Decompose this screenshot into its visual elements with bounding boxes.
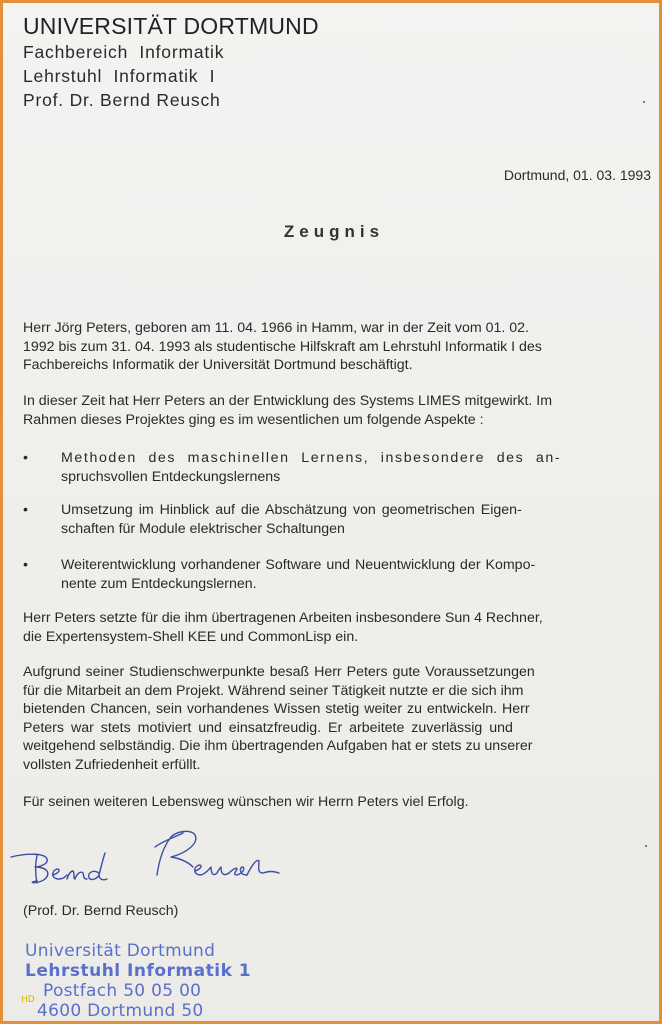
speck-mark [643,101,645,103]
assessment-paragraph [23,663,662,774]
text-line: 1992 bis zum 31. 04. 1993 als studentische Hilfskraft am Lehrstuhl Informatik I des [23,338,542,355]
handwritten-signature [7,823,297,898]
bullet-marker: • [23,450,28,466]
project-paragraph [23,392,662,429]
text-line: Für seinen weiteren Lebensweg wünschen wir Herrn Peters viel Erfolg. [23,794,469,810]
text-line: weitgehend selbständig. Die ihm übertragenden Aufgaben hat er stets zu unserer [23,738,533,754]
text-line: Herr Peters setzte für die ihm übertragenen Arbeiten insbesondere Sun 4 Rechner, [23,610,543,626]
signatory-name: (Prof. Dr. Bernd Reusch) [23,903,179,919]
closing-paragraph [23,793,662,812]
text-line: Weiterentwicklung vorhandener Software und Neuentwicklung der Kompo- [61,557,536,573]
text-line: Aufgrund seiner Studienschwerpunkte besaß Herr Peters gute Voraussetzungen [23,664,535,680]
intro-paragraph [23,319,662,375]
text-line: Fachbereichs Informatik der Universität Dortmund beschäftigt. [23,357,413,373]
text-line: vollsten Zufriedenheit erfüllt. [23,756,201,773]
text-line: Methoden des maschinellen Lernens, insbesondere des an- [61,450,562,466]
text-line: Peters war stets motiviert und einsatzfreudig. Er arbeitete zuverlässig und [23,719,513,736]
institution-stamp [25,941,251,1021]
letter-date: Dortmund, 01. 03. 1993 [503,167,651,183]
stamp-line: 4600 Dortmund 50 [37,1001,204,1021]
text-line: bietenden Chancen, sein vorhandenes Wissen stetig weiter zu entwickeln. Herr [23,701,530,717]
text-line: für die Mitarbeit an dem Projekt. Während seiner Tätigkeit nutzte er die sich ihm [23,682,524,699]
professor-name: Prof. Dr. Bernd Reusch [23,90,221,110]
chair-name: Lehrstuhl Informatik I [23,66,216,86]
text-line: nente zum Entdeckungslernen. [61,575,257,592]
bullet-marker: • [23,557,28,573]
bullet-marker: • [23,502,28,518]
text-line: Umsetzung im Hinblick auf die Abschätzung von geometrischen Eigen- [61,502,522,518]
department-name: Fachbereich Informatik [23,42,225,62]
text-line: spruchsvollen Entdeckungslernens [61,468,281,485]
stamp-line: Lehrstuhl Informatik 1 [25,961,252,981]
document-title: Zeugnis [283,222,385,241]
stamp-line: Universität Dortmund [25,941,216,961]
tools-paragraph [23,609,662,646]
university-name: UNIVERSITÄT DORTMUND [23,13,319,39]
text-line: Rahmen dieses Projektes ging es im wesentlichen um folgende Aspekte : [23,411,484,428]
watermark-logo: HD [21,995,35,1005]
speck-mark [645,845,647,847]
stamp-line: Postfach 50 05 00 [43,981,202,1001]
text-line: die Expertensystem-Shell KEE und CommonLisp ein. [23,628,359,645]
text-line: In dieser Zeit hat Herr Peters an der Entwicklung des Systems LIMES mitgewirkt. Im [23,393,553,409]
letterhead [23,13,319,112]
text-line: schaften für Module elektrischer Schaltungen [61,520,345,537]
text-line: Herr Jörg Peters, geboren am 11. 04. 1966 in Hamm, war in der Zeit vom 01. 02. [23,320,529,336]
